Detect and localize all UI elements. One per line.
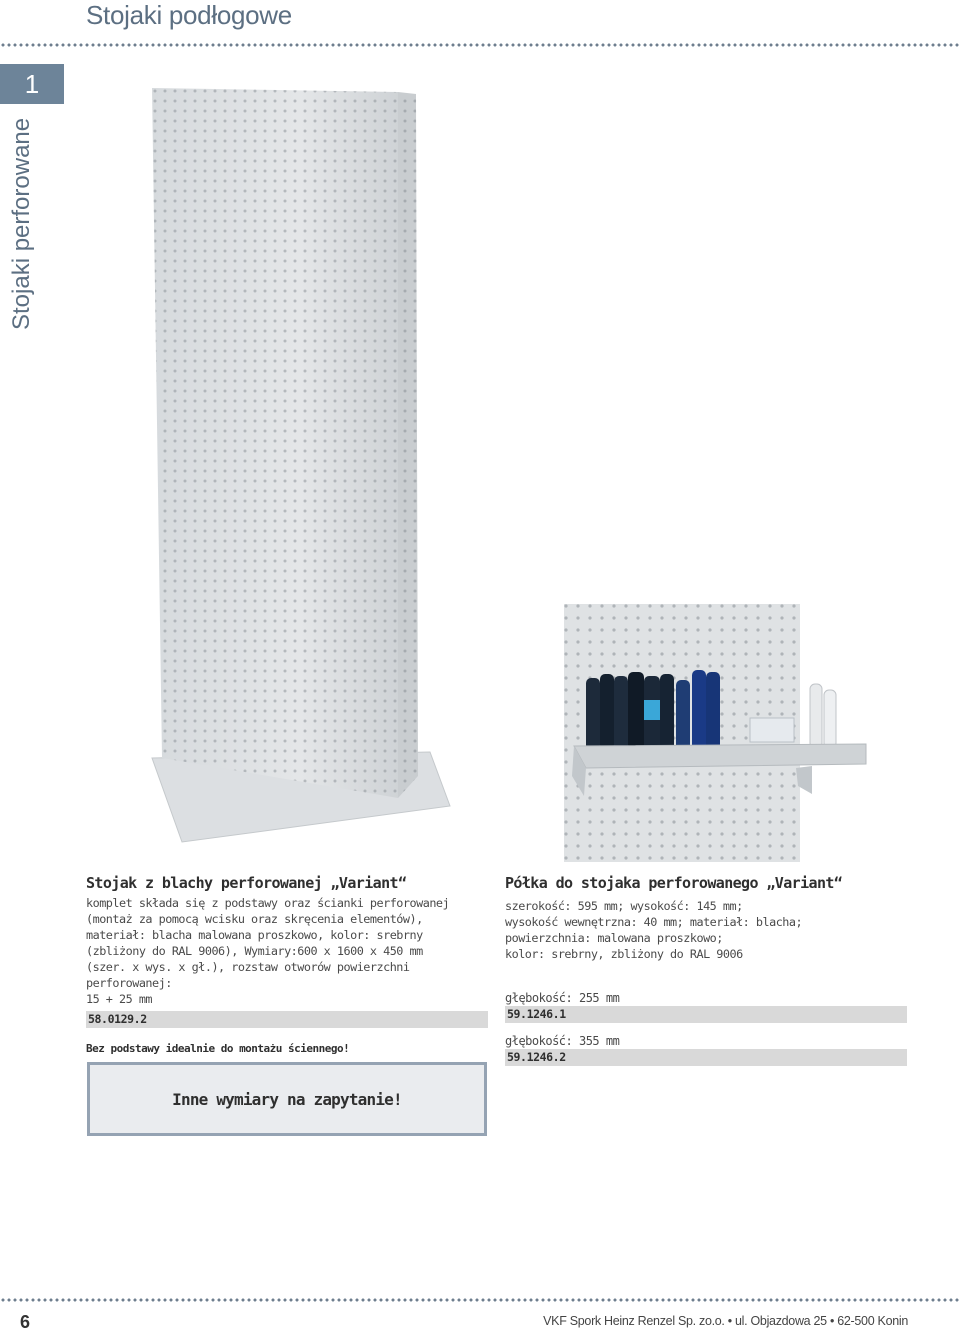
page-number: 6 — [20, 1312, 31, 1332]
product-stand-code: 58.0129.2 — [86, 1011, 488, 1028]
shelf-variant-depth: głębokość: 355 mm — [505, 1034, 620, 1048]
shelf-variant-depth: głębokość: 255 mm — [505, 991, 620, 1005]
dotted-divider-top — [0, 42, 960, 48]
product-shelf — [505, 874, 907, 1066]
dotted-divider-bottom — [0, 1297, 960, 1303]
company-address: VKF Spork Heinz Renzel Sp. zo.o. • ul. Objazdowa 25 • 62-500 Konin — [543, 1314, 908, 1328]
shelf-photo — [560, 600, 870, 862]
perforated-stand-image — [140, 86, 460, 846]
page-title: Stojaki podłogowe — [86, 0, 292, 30]
product-shelf-title: Półka do stojaka perforowanego „Variant“ — [505, 874, 843, 892]
product-stand-description: komplet składa się z podstawy oraz ścianki perforowanej (montaż za pomocą wcisku oraz skręcenia elementów), materiał: blacha malowana proszkowo, kolor: srebrny (zbliżony do RAL 9006), Wymiary:600 x 1600 x 450 mm (szer. x wys. x gł.), rozstaw otworów powierzchni perforowanej: 15 + 25 mm — [86, 896, 450, 1006]
shelf-variant-code: 59.1246.1 — [505, 1006, 907, 1023]
product-stand — [86, 874, 488, 1055]
product-stand-title: Stojak z blachy perforowanej „Variant“ — [86, 874, 407, 892]
shelf-variant-code: 59.1246.2 — [505, 1049, 907, 1066]
chapter-number-badge: 1 — [0, 64, 64, 104]
product-shelf-description: szerokość: 595 mm; wysokość: 145 mm; wysokość wewnętrzna: 40 mm; materiał: blacha; powierzchnia: malowana proszkowo; kolor: srebrny, zbliżony do RAL 9006 — [505, 899, 803, 961]
enquiry-text: Inne wymiary na zapytanie! — [172, 1089, 402, 1109]
enquiry-box — [87, 1062, 487, 1136]
chapter-side-label: Stojaki perforowane — [8, 117, 35, 330]
product-stand-note: Bez podstawy idealnie do montażu ściennego! — [86, 1042, 350, 1055]
